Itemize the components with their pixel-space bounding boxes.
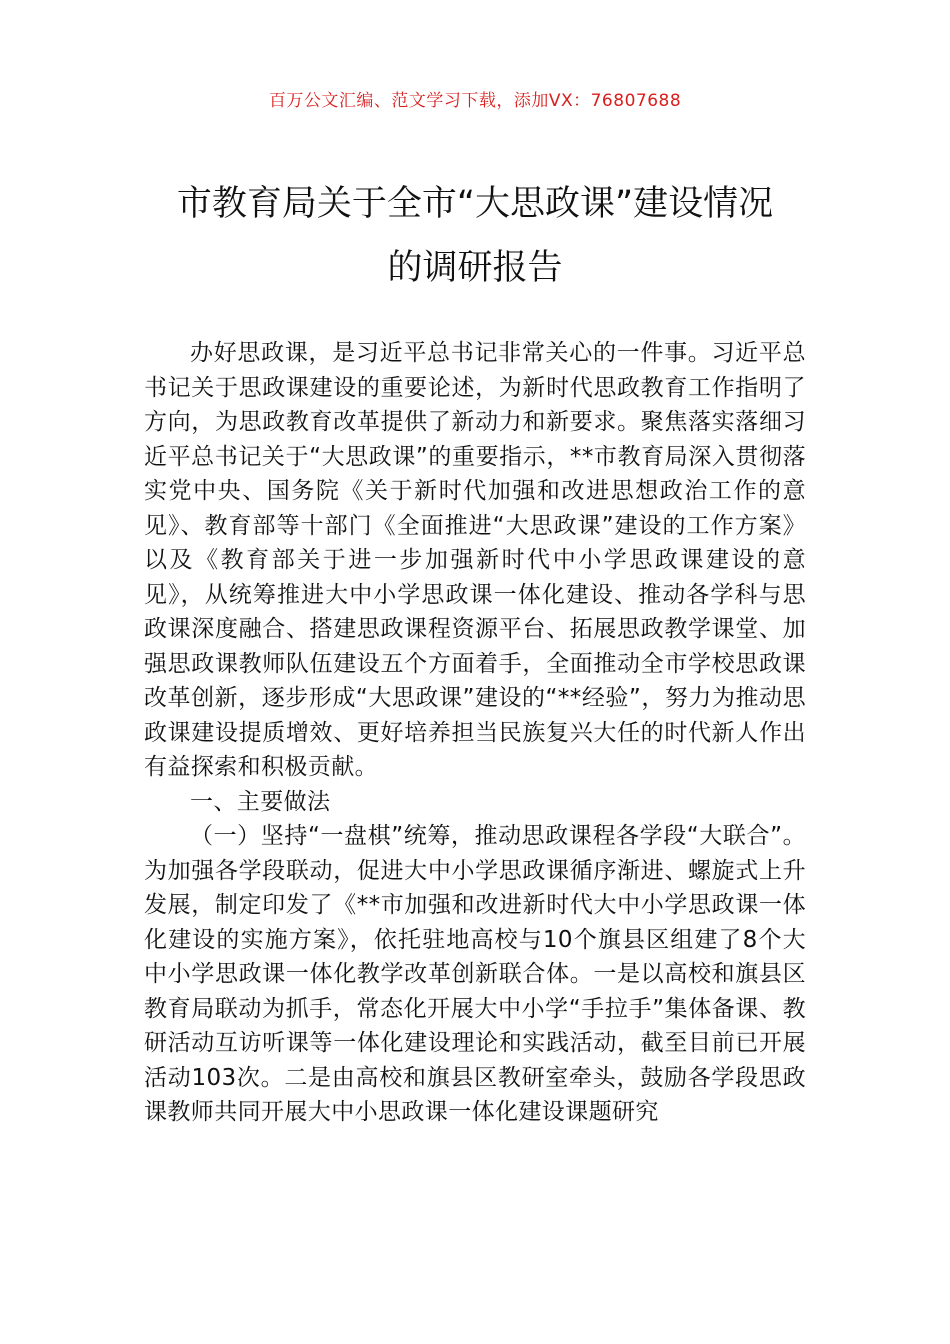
title-line-1: 市教育局关于全市“大思政课”建设情况 [176,184,774,224]
document-title [120,172,830,300]
section-1-paragraph: （一）坚持“一盘棋”统筹，推动思政课程各学段“大联合”。为加强各学段联动，促进大中小学思政课循序渐进、螺旋式上升发展，制定印发了《**市加强和改进新时代大中小学思政课一体化建设的实施方案》，依托驻地高校与10个旗县区组建了8个大中小学思政课一体化教学改革创新联合体。一是以高校和旗县区教育局联动为抓手，常态化开展大中小学“手拉手”集体备课、教研活动互访听课等一体化建设理论和实践活动，截至目前已开展活动103次。二是由高校和旗县区教研室牵头，鼓励各学段思政课教师共同开展大中小思政课一体化建设课题研究 [144,823,806,1125]
download-banner: 百万公文汇编、范文学习下载，添加VX：76807688 [268,91,682,111]
intro-paragraph: 办好思政课，是习近平总书记非常关心的一件事。习近平总书记关于思政课建设的重要论述，为新时代思政教育工作指明了方向，为思政教育改革提供了新动力和新要求。聚焦落实落细习近平总书记关于“大思政课”的重要指示，**市教育局深入贯彻落实党中央、国务院《关于新时代加强和改进思想政治工作的意见》、教育部等十部门《全面推进“大思政课”建设的工作方案》以及《教育部关于进一步加强新时代中小学思政课建设的意见》，从统筹推进大中小学思政课一体化建设、推动各学科与思政课深度融合、搭建思政课程资源平台、拓展思政教学课堂、加强思政课教师队伍建设五个方面着手，全面推动全市学校思政课改革创新，逐步形成“大思政课”建设的“**经验”，努力为推动思政课建设提质增效、更好培养担当民族复兴大任的时代新人作出有益探索和积极贡献。 [144,340,806,780]
document-body [144,336,806,1130]
section-heading: 一、主要做法 [190,788,331,815]
title-line-2: 的调研报告 [387,248,563,288]
